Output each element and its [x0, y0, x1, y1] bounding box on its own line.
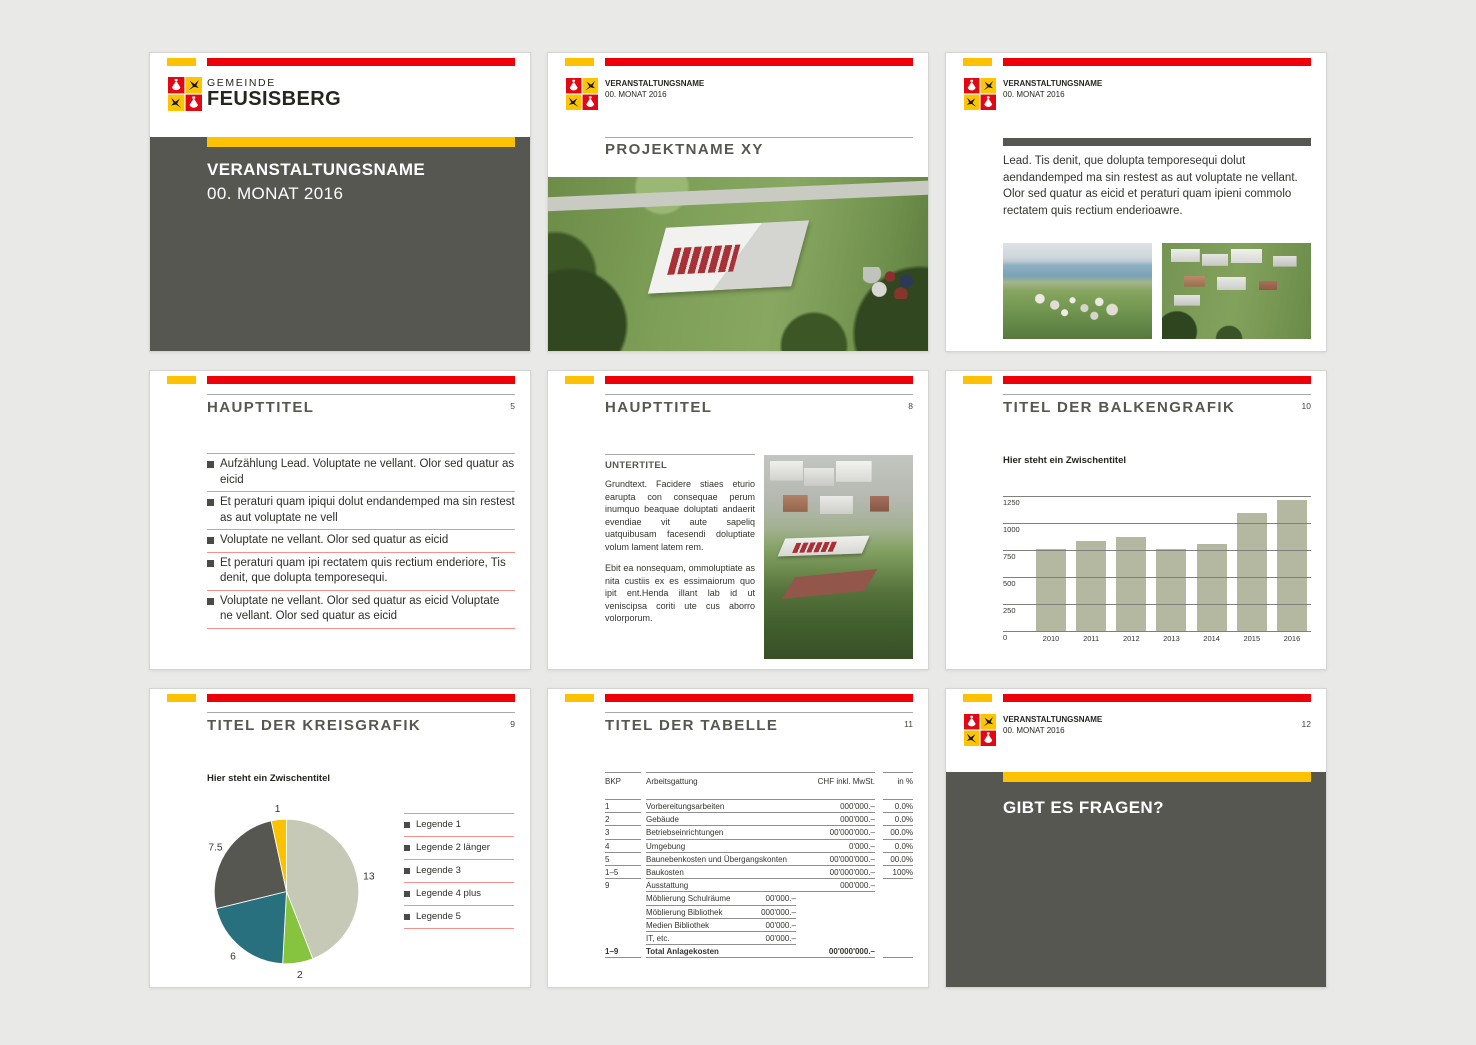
bullet-square-icon — [207, 598, 214, 605]
cell-pct: 0.0% — [883, 840, 913, 853]
y-tick-label: 750 — [1003, 552, 1016, 561]
cell-pct: 100% — [883, 866, 913, 879]
road-shape — [548, 181, 928, 212]
bullet-text: Voluptate ne vellant. Olor sed quatur as eicid Voluptate ne vellant. Olor sed quatur as eicid — [220, 594, 500, 622]
legend-square-icon — [404, 891, 410, 897]
cell-pct — [883, 945, 913, 958]
cell-chf — [810, 932, 875, 945]
aerial-photo-firestation — [548, 177, 928, 351]
cell-desc — [646, 919, 796, 932]
cell-desc: Gebäude — [646, 813, 843, 826]
bar-2010 — [1036, 549, 1066, 631]
legend-square-icon — [404, 822, 410, 828]
cell-chf — [810, 906, 875, 919]
cell-desc — [646, 932, 796, 945]
body-paragraph: Ebit ea nonsequam, ommoluptiate as nita custiis ex es essimaiorum quo ipit ent.Henda illant lab id ut veniscipsa coriti ute cus aborro volorporum. — [605, 563, 755, 623]
bar-2013 — [1156, 549, 1186, 631]
cell-chf: 00'000'000.– — [810, 826, 875, 839]
subtitle: UNTERTITEL — [605, 460, 668, 471]
legend-square-icon — [404, 914, 410, 920]
bullet-item — [207, 454, 515, 492]
bar-chart — [1003, 496, 1311, 643]
y-tick-label: 0 — [1003, 633, 1008, 642]
gray-divider-bar — [1003, 138, 1311, 146]
bullet-list — [207, 453, 515, 629]
red-top-bar — [605, 694, 913, 702]
table-row — [605, 906, 913, 919]
divider-line — [605, 137, 913, 138]
sub-amount: 00'000.– — [765, 920, 796, 930]
sub-desc: Medien Bibliothek — [646, 920, 710, 930]
x-tick-label: 2011 — [1083, 634, 1100, 643]
table-row — [605, 800, 913, 813]
slide-title: TITEL DER KREISGRAFIK — [207, 717, 422, 734]
table-row — [605, 932, 913, 945]
aerial-photo-town — [1162, 243, 1311, 339]
bar-2012 — [1116, 537, 1146, 631]
cell-desc: Betriebseinrichtungen — [646, 826, 843, 839]
red-top-bar — [207, 694, 515, 702]
slide-title: TITEL DER TABELLE — [605, 717, 779, 734]
cell-desc — [646, 892, 796, 905]
legend-square-icon — [404, 845, 410, 851]
pie-value-label — [297, 970, 303, 981]
slide-bullets — [149, 370, 531, 670]
table-row — [605, 892, 913, 905]
bullet-square-icon — [207, 461, 214, 468]
feusisberg-crest-icon — [168, 77, 202, 111]
feusisberg-crest-icon — [566, 78, 598, 110]
bullet-item — [207, 553, 515, 591]
cell-bkp — [605, 906, 641, 919]
red-doors-shape — [667, 245, 740, 275]
x-tick-label: 2014 — [1203, 634, 1220, 643]
gridline — [1003, 496, 1311, 497]
bullet-square-icon — [207, 499, 214, 506]
project-title: PROJEKTNAME XY — [605, 141, 764, 158]
aerial-photo-lake — [1003, 243, 1152, 339]
cost-table — [605, 772, 913, 958]
body-text — [605, 478, 755, 634]
event-date: 00. MONAT 2016 — [1003, 89, 1065, 99]
slide-header — [1003, 715, 1102, 736]
legend-label: Legende 2 länger — [416, 842, 490, 853]
cell-pct — [883, 892, 913, 905]
table-row — [605, 840, 913, 853]
sub-desc: Möblierung Bibliothek — [646, 907, 723, 917]
page-number: 10 — [1301, 401, 1311, 411]
yellow-strip — [207, 137, 515, 147]
page-number: 11 — [904, 719, 913, 729]
cell-pct — [883, 919, 913, 932]
slide-project — [547, 52, 929, 352]
event-name: VERANSTALTUNGSNAME — [1003, 79, 1103, 88]
table-row — [605, 853, 913, 866]
yellow-accent-bar — [963, 376, 992, 384]
page-number: 8 — [908, 401, 913, 411]
legend-item — [404, 883, 514, 906]
bullet-text: Voluptate ne vellant. Olor sed quatur as eicid — [220, 534, 449, 546]
x-axis-labels — [1036, 634, 1307, 643]
column-header-chf: CHF inkl. MwSt. — [810, 772, 875, 800]
slide-title: TITEL DER BALKENGRAFIK — [1003, 399, 1236, 416]
cell-bkp — [605, 932, 641, 945]
yellow-accent-bar — [565, 376, 594, 384]
table-row — [605, 866, 913, 879]
gridline — [1003, 631, 1311, 632]
legend-label: Legende 3 — [416, 865, 461, 876]
red-top-bar — [1003, 58, 1311, 66]
bullet-item — [207, 492, 515, 530]
cell-desc: Umgebung — [646, 840, 843, 853]
building-shape — [777, 535, 870, 556]
title-rule — [207, 394, 515, 395]
yellow-accent-bar — [167, 694, 196, 702]
bullet-square-icon — [207, 537, 214, 544]
yellow-accent-bar — [963, 58, 992, 66]
red-top-bar — [605, 58, 913, 66]
legend-label: Legende 5 — [416, 911, 461, 922]
cell-bkp: 9 — [605, 881, 610, 891]
event-date: 00. MONAT 2016 — [605, 89, 667, 99]
feusisberg-crest-icon — [964, 714, 996, 746]
pie-value-label — [275, 804, 281, 815]
bullet-item — [207, 530, 515, 553]
x-tick-label: 2015 — [1243, 634, 1261, 643]
body-paragraph: Grundtext. Facidere stiaes eturio earupta con consequae perum inumquo beaquae doluptati andaerit evendiae vit aute sapeliq uatquibusam facesendi doluptiate volum lament latem rem. — [605, 479, 755, 552]
legend-item — [404, 906, 514, 929]
legend-item — [404, 814, 514, 837]
table-row — [605, 879, 913, 892]
title-rule — [1003, 394, 1311, 395]
cell-bkp: 5 — [605, 853, 641, 866]
legend-item — [404, 860, 514, 883]
cell-pct — [883, 906, 913, 919]
gridline — [1003, 523, 1311, 524]
village-shape — [1025, 291, 1123, 322]
feusisberg-crest-icon — [964, 78, 996, 110]
column-header-bkp: BKP — [605, 772, 641, 800]
yellow-accent-bar — [167, 58, 196, 66]
yellow-accent-bar — [963, 694, 992, 702]
parking-cars-shape — [863, 267, 916, 298]
slide-questions — [945, 688, 1327, 988]
x-tick-label: 2016 — [1283, 634, 1301, 643]
sub-amount: 000'000.– — [761, 907, 796, 917]
bullet-text: Et peraturi quam ipi rectatem quis rectium enderiore, Tis denit, que dolupta temporesequi. — [220, 556, 506, 584]
bullet-text: Et peraturi quam ipiqui dolut endandemped ma sin restest as aut voluptate ne vell — [220, 496, 515, 524]
bullet-item — [207, 591, 515, 629]
cell-pct: 0.0% — [883, 800, 913, 813]
column-header-percent: in % — [883, 772, 913, 800]
pie-svg — [194, 799, 379, 984]
red-top-bar — [207, 58, 515, 66]
page-number: 5 — [510, 401, 515, 411]
cell-desc: Total Anlagekosten — [646, 945, 843, 958]
brand-name: FEUSISBERG — [207, 88, 342, 110]
table-header-row — [605, 772, 913, 800]
slide-lead — [945, 52, 1327, 352]
cell-bkp — [605, 892, 641, 905]
red-top-bar — [1003, 376, 1311, 384]
cover-panel — [150, 137, 530, 351]
pie-value-label — [230, 952, 236, 963]
cell-pct: 0.0% — [883, 813, 913, 826]
cell-chf: 00'000'000.– — [810, 853, 875, 866]
title-rule — [605, 394, 913, 395]
cell-chf: 000'000.– — [810, 800, 875, 813]
slide-header — [605, 79, 704, 100]
slide-bar-chart — [945, 370, 1327, 670]
column-header-arbeitsgattung: Arbeitsgattung — [646, 772, 843, 800]
cell-pct: 00.0% — [883, 853, 913, 866]
sub-desc: IT, etc. — [646, 933, 670, 943]
x-tick-label: 2010 — [1042, 634, 1060, 643]
yellow-accent-bar — [565, 58, 594, 66]
cell-bkp: 1–5 — [605, 866, 641, 879]
gridline — [1003, 550, 1311, 551]
red-top-bar — [207, 376, 515, 384]
table-row — [605, 919, 913, 932]
cell-desc: Vorbereitungsarbeiten — [646, 800, 843, 813]
cell-chf: 000'000.– — [810, 813, 875, 826]
lead-paragraph: Lead. Tis denit, que dolupta temporesequi dolut aendandemped ma sin restest as aut voluptate ne vellant. Olor sed quatur as eicid et peraturi quam ipieni commolo rectatem quis rectium enderioawre. — [1003, 155, 1298, 217]
cell-bkp: 2 — [605, 813, 641, 826]
y-tick-label: 500 — [1003, 579, 1016, 588]
chart-subtitle: Hier steht ein Zwischentitel — [1003, 455, 1126, 466]
buildings-shape — [770, 461, 907, 526]
cell-bkp: 4 — [605, 840, 641, 853]
red-top-bar — [605, 376, 913, 384]
bar-2016 — [1277, 500, 1307, 631]
cover-date: 00. MONAT 2016 — [207, 184, 344, 203]
cover-title: VERANSTALTUNGSNAME — [207, 160, 426, 179]
bar-2015 — [1237, 513, 1267, 631]
y-tick-label: 1000 — [1003, 525, 1020, 534]
cell-desc: Baunebenkosten und Übergangskonten — [646, 853, 843, 866]
cell-desc: Ausstattung — [646, 879, 843, 892]
bar-2014 — [1197, 544, 1227, 631]
cell-chf — [810, 892, 875, 905]
pie-value-label — [363, 872, 375, 883]
cell-pct — [883, 932, 913, 945]
event-name: VERANSTALTUNGSNAME — [605, 79, 705, 88]
brand-prefix: GEMEINDE — [207, 77, 276, 89]
bar-2011 — [1076, 541, 1106, 631]
subtitle-rule — [605, 454, 755, 455]
questions-panel — [946, 772, 1326, 987]
slide-header — [1003, 79, 1102, 100]
table-row — [605, 813, 913, 826]
pie-value-label — [208, 843, 223, 854]
red-doors-shape — [792, 541, 839, 553]
cell-pct: 00.0% — [883, 826, 913, 839]
yellow-accent-bar — [565, 694, 594, 702]
cell-chf: 00'000'000.– — [810, 945, 875, 958]
buildings-shape — [1171, 249, 1302, 309]
legend-label: Legende 4 plus — [416, 888, 481, 899]
title-rule — [207, 712, 515, 713]
event-name: VERANSTALTUNGSNAME — [1003, 715, 1103, 724]
cell-bkp: 3 — [605, 826, 641, 839]
slide-content — [547, 370, 929, 670]
slide-cover — [149, 52, 531, 352]
yellow-strip — [1003, 772, 1311, 782]
legend-item — [404, 837, 514, 860]
x-tick-label: 2012 — [1122, 634, 1140, 643]
cell-pct — [883, 879, 913, 892]
slide-title: HAUPTTITEL — [207, 399, 315, 416]
cell-chf: 0'000.– — [810, 840, 875, 853]
legend-label: Legende 1 — [416, 819, 461, 830]
x-tick-label: 2013 — [1163, 634, 1180, 643]
slide-pie-chart — [149, 688, 531, 988]
bullet-text: Aufzählung Lead. Voluptate ne vellant. Olor sed quatur as eicid — [220, 458, 515, 486]
page-number: 12 — [1301, 719, 1311, 729]
cell-bkp: 1–9 — [605, 945, 641, 958]
legend-square-icon — [404, 868, 410, 874]
chart-subtitle: Hier steht ein Zwischentitel — [207, 773, 330, 784]
slide-table — [547, 688, 929, 988]
gridline — [1003, 604, 1311, 605]
gridline — [1003, 577, 1311, 578]
building-shape — [648, 220, 809, 293]
bullet-square-icon — [207, 560, 214, 567]
sub-desc: Möblierung Schulräume — [646, 894, 731, 904]
y-tick-label: 1250 — [1003, 498, 1020, 507]
yellow-accent-bar — [167, 376, 196, 384]
y-tick-label: 250 — [1003, 606, 1016, 615]
pie-legend — [404, 813, 514, 929]
cell-chf: 00'000'000.– — [810, 866, 875, 879]
sub-amount: 00'000.– — [765, 933, 796, 943]
title-rule — [605, 712, 913, 713]
aerial-photo-district — [764, 455, 913, 659]
sports-field-shape — [782, 569, 878, 599]
slide-title: HAUPTTITEL — [605, 399, 713, 416]
cell-bkp: 1 — [605, 800, 641, 813]
cell-desc: Baukosten — [646, 866, 843, 879]
cell-chf — [810, 919, 875, 932]
table-row — [605, 826, 913, 839]
pie-chart — [194, 799, 379, 984]
table-row — [605, 945, 913, 958]
cell-chf: 000'000.– — [810, 879, 875, 892]
sub-amount: 00'000.– — [765, 894, 796, 904]
event-date: 00. MONAT 2016 — [1003, 725, 1065, 735]
cell-desc — [646, 906, 796, 919]
page-number: 9 — [510, 719, 515, 729]
questions-title: GIBT ES FRAGEN? — [1003, 798, 1164, 817]
bar-series — [1036, 496, 1307, 631]
red-top-bar — [1003, 694, 1311, 702]
cell-bkp — [605, 919, 641, 932]
